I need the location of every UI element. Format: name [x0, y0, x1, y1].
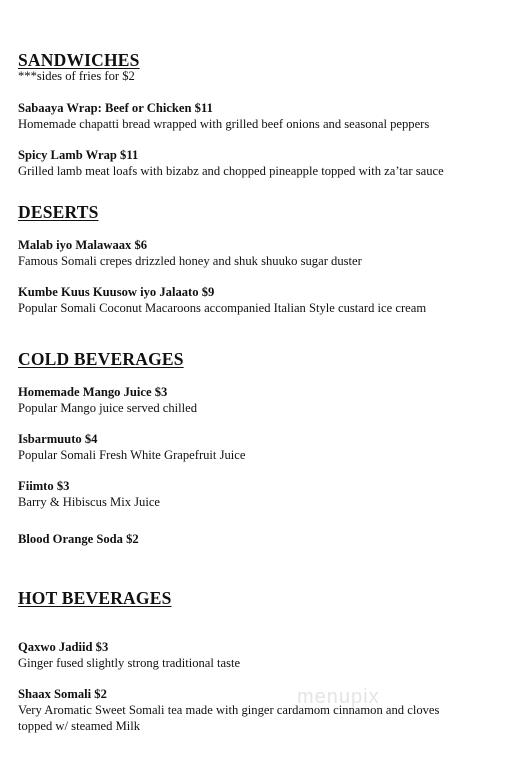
section-heading-cold-beverages: COLD BEVERAGES — [18, 349, 184, 369]
menu-item-description: Famous Somali crepes drizzled honey and shuk shuuko sugar duster — [18, 254, 362, 268]
section-heading-deserts: DESERTS — [18, 202, 99, 222]
menu-item-name: Kumbe Kuus Kuusow iyo Jalaato $9 — [18, 285, 215, 299]
menu-item-name: Qaxwo Jadiid $3 — [18, 640, 109, 654]
menu-item-name: Homemade Mango Juice $3 — [18, 385, 168, 399]
sandwiches-note: ***sides of fries for $2 — [18, 69, 135, 83]
menu-item-description: Popular Somali Coconut Macaroons accompanied Italian Style custard ice cream — [18, 301, 427, 315]
menu-item-name: Sabaaya Wrap: Beef or Chicken $11 — [18, 101, 213, 115]
section-heading-sandwiches: SANDWICHES — [18, 50, 140, 70]
menu-item-description: Popular Mango juice served chilled — [18, 401, 198, 415]
section-heading-hot-beverages: HOT BEVERAGES — [18, 588, 172, 608]
menu-item-description-continued: topped w/ steamed Milk — [18, 719, 141, 733]
menu-item-description: Popular Somali Fresh White Grapefruit Juice — [18, 448, 246, 462]
menu-item-name: Spicy Lamb Wrap $11 — [18, 148, 139, 162]
menu-item-name: Fiimto $3 — [18, 479, 70, 493]
menu-item-description: Barry & Hibiscus Mix Juice — [18, 495, 161, 509]
menu-item-name: Blood Orange Soda $2 — [18, 532, 139, 546]
menu-item-description: Very Aromatic Sweet Somali tea made with ginger cardamom cinnamon and cloves — [18, 703, 440, 717]
menu-item-description: Grilled lamb meat loafs with bizabz and chopped pineapple topped with za’tar sauce — [18, 164, 444, 178]
menu-item-name: Malab iyo Malawaax $6 — [18, 238, 148, 252]
menu-item-description: Homemade chapatti bread wrapped with grilled beef onions and seasonal peppers — [18, 117, 430, 131]
menu-item-description: Ginger fused slightly strong traditional taste — [18, 656, 241, 670]
menu-item-name: Isbarmuuto $4 — [18, 432, 98, 446]
menu-item-name: Shaax Somali $2 — [18, 687, 107, 701]
watermark: menupix — [297, 686, 380, 708]
